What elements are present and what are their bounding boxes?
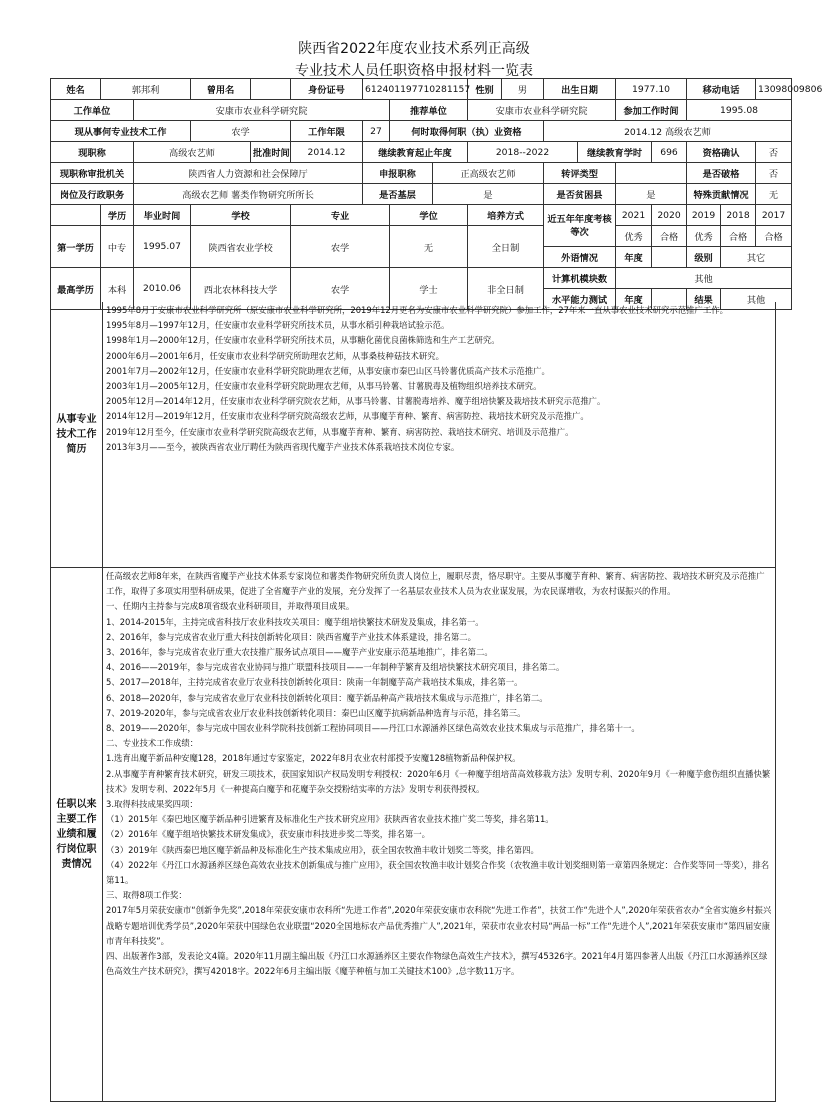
achievement-item: 8、2019——2020年，参与完成中国农业科学院科技创新工程协同项目——丹江口水源涵养区绿色高效农业技术集成与示范推广，排名第十一。: [106, 723, 640, 734]
recommend-unit-value: 安康市农业科学研究院: [468, 100, 616, 121]
special-contrib-value: 无: [756, 184, 792, 205]
work-history-text: [103, 302, 775, 567]
work-unit-value: 安康市农业科学研究院: [134, 100, 390, 121]
ability-result-value: 其他: [721, 289, 792, 310]
achievement-item: 4、2016——2019年，参与完成省农业协同与推广联盟科技项目——一年制种芋繁育及组培快繁技术研究项目，排名第二。: [106, 662, 565, 673]
form-title-line1: 陕西省2022年度农业技术系列正高级: [298, 41, 530, 57]
highest-edu-degree: 学士: [390, 268, 468, 310]
history-item: 2003年1月—2005年12月，任安康市农业科学研究院助理农艺师，从事马铃薯、甘薯脱毒及植物组织培养技术研究。: [106, 381, 542, 392]
achievements-section: [50, 568, 776, 1102]
grassroots-value: 是: [433, 184, 544, 205]
recommend-unit-label: 推荐单位: [390, 100, 468, 121]
achievement-item: （2）2016年《魔芋组培快繁技术研发集成》，获安康市科技进步奖二等奖，排名第一。: [106, 829, 430, 840]
achievement-item: （3）2019年《陕西秦巴地区魔芋新品种及标准化生产技术集成应用》，获全国农牧渔丰收计划奖二等奖，排名第四。: [106, 844, 539, 855]
edu-header-education: 学历: [101, 205, 134, 226]
review-year-3: 2019: [687, 205, 721, 226]
exceptional-value: 否: [756, 163, 792, 184]
edu-header-school: 学校: [191, 205, 291, 226]
id-value: 612401197710281157: [363, 79, 468, 100]
years-value: 27: [363, 121, 390, 142]
computer-value: 其他: [616, 268, 792, 289]
review-year-5: 2017: [756, 205, 792, 226]
achievement-item: 7、2019-2020年，参与完成省农业厅农业科技创新转化项目：秦巴山区魔芋抗病新品种选育与示范，排名第三。: [106, 707, 526, 718]
first-edu-school: 陕西省农业学校: [191, 226, 291, 268]
mobile-label: 移动电话: [687, 79, 756, 100]
foreign-year-value: [652, 247, 687, 268]
achievement-item: 二、专业技术工作成绩：: [106, 738, 199, 749]
ability-test-label: 水平能力测试: [544, 289, 616, 310]
current-job-value: 农学: [191, 121, 291, 142]
exceptional-label: 是否破格: [687, 163, 756, 184]
cont-edu-hours-label: 继续教育学时: [578, 142, 652, 163]
history-item: 2013年3月——至今，被陕西省农业厅聘任为陕西省现代魔芋产业技术体系栽培技术岗位专家。: [106, 441, 460, 452]
first-edu-date: 1995.07: [134, 226, 191, 268]
foreign-lang-label: 外语情况: [544, 247, 616, 268]
qual-value: 2014.12 高级农艺师: [544, 121, 792, 142]
mobile-value: 13098009806: [756, 79, 792, 100]
first-edu-mode: 全日制: [468, 226, 544, 268]
gender-label: 性别: [468, 79, 502, 100]
achievement-item: 四、出版著作3部，发表论文4篇。2020年11月副主编出版《丹江口水源涵养区主要农作物绿色高效生产技术》，撰写45326字。2021年4月第四参著人出版《丹江口水源涵养区绿色高效生产技术研究》，撰写42018字。2022年6月主编出版《魔芋种植与加工关键技术100》,总字数11万字。: [106, 951, 768, 977]
achievement-item: 任高级农艺师8年来，在陕西省魔芋产业技术体系专家岗位和薯类作物研究所负责人岗位上，履职尽责，恪尽职守。主要从事魔芋育种、繁育、病害防控、栽培技术研究及示范推广工作，取得了多项实用型科研成果，促进了全省魔芋产业的发展，充分发挥了一名基层农业技术人员为农业谋发展，为农民谋增收，为农村谋振兴的作用。: [106, 571, 765, 597]
review-result-1: 优秀: [616, 226, 652, 247]
achievement-item: 一、任期内主持参与完成8项省级农业科研项目，并取得项目成果。: [106, 601, 355, 612]
name-value: 郭邦利: [101, 79, 191, 100]
former-name-label: 曾用名: [191, 79, 251, 100]
name-label: 姓名: [51, 79, 101, 100]
poor-county-label: 是否贫困县: [544, 184, 616, 205]
highest-edu-school: 西北农林科技大学: [191, 268, 291, 310]
history-item: 1998年1月—2000年12月，任安康市农业科学研究所技术员，从事糖化菌优良菌株筛选和生产工艺研究。: [106, 335, 500, 346]
cont-edu-label: 继续教育起止年度: [363, 142, 468, 163]
approval-org-label: 现职称审批机关: [51, 163, 134, 184]
approval-org-value: 陕西省人力资源和社会保障厅: [134, 163, 363, 184]
achievement-item: 三、取得8项工作奖：: [106, 890, 187, 901]
history-item: 2014年12月—2019年12月，任安康市农业科学研究院高级农艺师，从事魔芋育种、繁育、病害防控、栽培技术研究及示范推广。: [106, 411, 589, 422]
achievements-text: [103, 568, 775, 1101]
years-label: 工作年限: [291, 121, 363, 142]
apply-title-value: 正高级农艺师: [433, 163, 544, 184]
history-item: 2019年12月至今，任安康市农业科学研究院高级农艺师，从事魔芋育种、繁育、病害防控、栽培技术研究、培训及示范推广。: [106, 426, 574, 437]
highest-edu-date: 2010.06: [134, 268, 191, 310]
history-item: 1995年8月—1997年12月，任安康市农业科学研究所技术员，从事水稻引种栽培试验示范。: [106, 320, 450, 331]
edu-header-degree: 学位: [390, 205, 468, 226]
info-table: [50, 78, 823, 310]
highest-edu-mode: 非全日制: [468, 268, 544, 310]
form-title-line2: 专业技术人员任职资格申报材料一览表: [295, 63, 533, 79]
history-item: 1995年8月于安康市农业科学研究所（原安康市农业科学研究所，2019年12月更名为安康市农业科学研究院）参加工作，27年来一直从事农业技术研究示范推广工作。: [106, 305, 729, 315]
gender-value: 男: [502, 79, 544, 100]
achievement-item: 2、2016年，参与完成省农业厅重大科技创新转化项目：陕西省魔芋产业技术体系建设，排名第二。: [106, 631, 477, 642]
review-result-5: 合格: [756, 226, 792, 247]
achievement-item: 5、2017—2018年，主持完成省农业厅农业科技创新转化项目：陕南一年制魔芋高产栽培技术集成，排名第一。: [106, 677, 523, 688]
apply-title-label: 申报职称: [363, 163, 433, 184]
birth-value: 1977.10: [616, 79, 687, 100]
achievement-item: （1）2015年《秦巴地区魔芋新品种引进繁育及标准化生产技术研究应用》获陕西省农业技术推广奖二等奖，排名第11。: [106, 814, 554, 825]
review-year-1: 2021: [616, 205, 652, 226]
approval-date-value: 2014.12: [291, 142, 363, 163]
special-contrib-label: 特殊贡献情况: [687, 184, 756, 205]
annual-review-label: 近五年年度考核等次: [544, 205, 616, 247]
work-unit-label: 工作单位: [51, 100, 134, 121]
join-work-label: 参加工作时间: [616, 100, 687, 121]
foreign-level-value: 其它: [721, 247, 792, 268]
review-result-2: 合格: [652, 226, 687, 247]
cont-edu-hours-value: 696: [652, 142, 687, 163]
edu-header-major: 专业: [291, 205, 390, 226]
review-result-4: 合格: [721, 226, 756, 247]
former-name-value: [251, 79, 291, 100]
ability-year-label: 年度: [616, 289, 652, 310]
achievement-item: 6、2018—2020年，参与完成省农业厅农业科技创新转化项目：魔芋新品种高产栽培技术集成与示范推广，排名第二。: [106, 692, 548, 703]
edu-header-grad-date: 毕业时间: [134, 205, 191, 226]
birth-label: 出生日期: [544, 79, 616, 100]
transfer-type-value: [616, 163, 687, 184]
achievement-item: 1.选育出魔芋新品种安魔128，2018年通过专家鉴定，2022年8月农业农村部授予安魔128植物新品种保护权。: [106, 753, 521, 764]
work-history-section: [50, 302, 776, 568]
achievement-item: 3、2016年，参与完成省农业厅重大农技推广服务试点项目——魔芋产业安康示范基地推广，排名第二。: [106, 647, 493, 658]
id-label: 身份证号: [291, 79, 363, 100]
foreign-level-label: 级别: [687, 247, 721, 268]
review-year-2: 2020: [652, 205, 687, 226]
history-item: 2005年12月—2014年12月，任安康市农业科学研究院农艺师，从事马铃薯、甘薯脱毒培养、魔芋组培快繁及栽培技术研究示范推广。: [106, 396, 606, 407]
work-history-label: 从事专业技术工作简历: [51, 302, 103, 567]
current-job-label: 现从事何专业技术工作: [51, 121, 191, 142]
edu-header-mode: 培养方式: [468, 205, 544, 226]
cont-edu-value: 2018--2022: [468, 142, 578, 163]
first-edu-level: 中专: [101, 226, 134, 268]
achievement-item: 3.取得科技成果奖四项：: [106, 799, 198, 810]
highest-edu-label: 最高学历: [51, 268, 101, 310]
first-edu-major: 农学: [291, 226, 390, 268]
join-work-value: 1995.08: [687, 100, 792, 121]
computer-label: 计算机模块数: [544, 268, 616, 289]
poor-county-value: 是: [616, 184, 687, 205]
position-value: 高级农艺师 薯类作物研究所所长: [134, 184, 363, 205]
edu-header-blank: [51, 205, 101, 226]
achievement-item: 1、2014-2015年，主持完成省科技厅农业科技攻关项目：魔芋组培快繁技术研发及集成，排名第一。: [106, 616, 484, 627]
first-edu-label: 第一学历: [51, 226, 101, 268]
current-title-value: 高级农艺师: [134, 142, 251, 163]
achievement-item: （4）2022年《丹江口水源涵养区绿色高效农业技术创新集成与推广应用》，获全国农牧渔丰收计划奖合作奖（农牧渔丰收计划奖细则第一章第四条规定：合作奖等同一等奖），排名第11。: [106, 859, 770, 886]
ability-result-label: 结果: [687, 289, 721, 310]
achievement-item: 2.从事魔芋育种繁育技术研究，研发三项技术，获国家知识产权局发明专利授权：2020年6月《一种魔芋组培苗高效移栽方法》发明专利、2020年9月《一种魔芋愈伤组织直播快繁技术》发明专利、2022年5月《一种提高白魔芋和花魔芋杂交授粉结实率的方法》发明专利获得授权。: [106, 768, 771, 794]
history-item: 2000年6月—2001年6月，任安康市农业科学研究所助理农艺师，从事桑枝种菇技术研究。: [106, 350, 445, 361]
transfer-type-label: 转评类型: [544, 163, 616, 184]
position-label: 岗位及行政职务: [51, 184, 134, 205]
highest-edu-level: 本科: [101, 268, 134, 310]
foreign-year-label: 年度: [616, 247, 652, 268]
achievement-item: 2017年5月荣获安康市“创新争先奖”,2018年荣获安康市农科所“先进工作者”,2020年荣获安康市农科院“先进工作者”，扶贫工作“先进个人”,2020年荣获省农办“全省实施乡村振兴战略专题培训优秀学员”,2020年荣获中国绿色农业联盟“2020全国地标农产品优秀推广人”,2021年，荣获市农业农村局“两品一标”工作“先进个人”,2021年荣获安康市“第四届安康市青年科技奖”。: [106, 905, 772, 946]
achievements-label: 任职以来主要工作业绩和履行岗位职责情况: [51, 568, 103, 1101]
highest-edu-major: 农学: [291, 268, 390, 310]
review-year-4: 2018: [721, 205, 756, 226]
qual-label: 何时取得何职（执）业资格: [390, 121, 544, 142]
history-item: 2001年7月—2002年12月，任安康市农业科学研究院助理农艺师，从事安康市秦巴山区马铃薯优质高产技术示范推广。: [106, 365, 550, 376]
grassroots-label: 是否基层: [363, 184, 433, 205]
review-result-3: 优秀: [687, 226, 721, 247]
qual-confirm-label: 资格确认: [687, 142, 756, 163]
first-edu-degree: 无: [390, 226, 468, 268]
qual-confirm-value: 否: [756, 142, 792, 163]
approval-date-label: 批准时间: [251, 142, 291, 163]
current-title-label: 现职称: [51, 142, 134, 163]
